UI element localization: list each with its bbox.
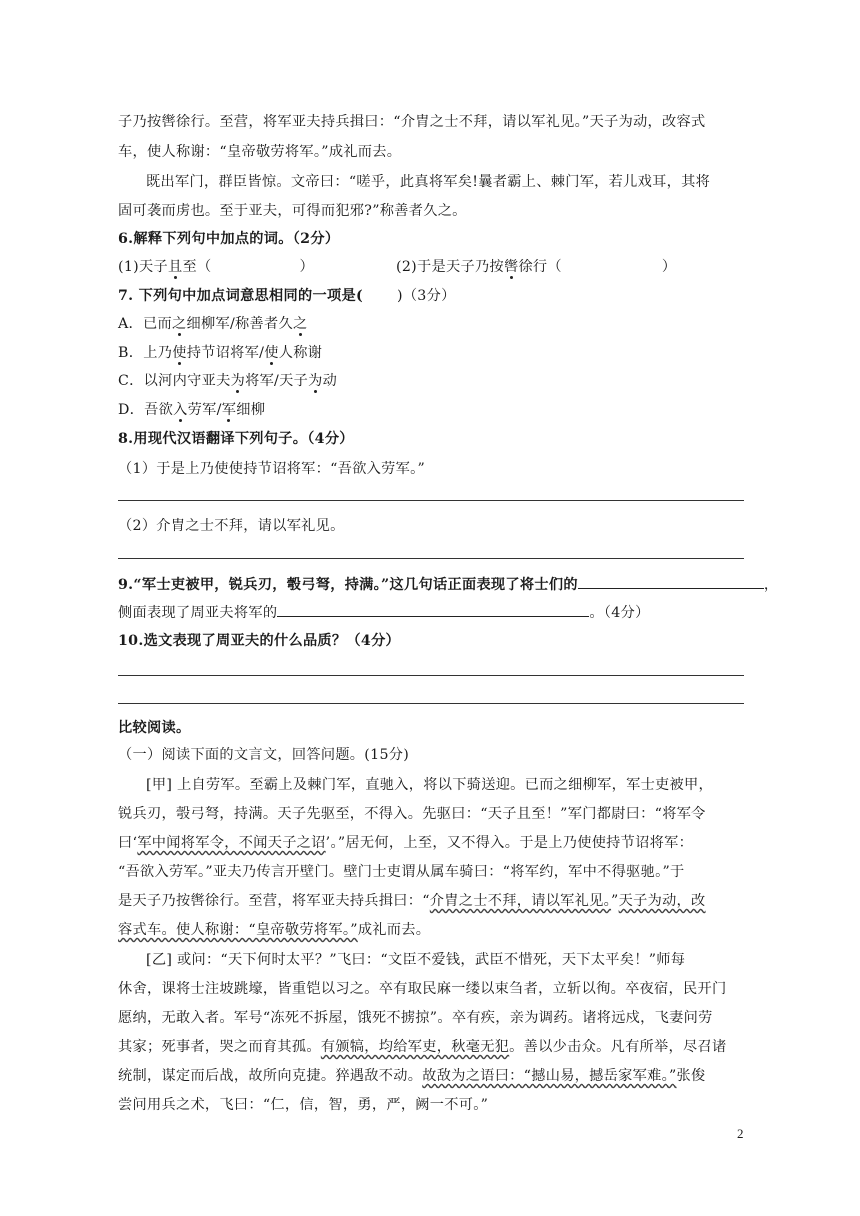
question-7-stem: 7. 下列句中加点词意思相同的一项是( )（3分） [118,288,456,304]
answer-line[interactable] [118,703,744,704]
question-9-line-1: 9.“军士吏被甲，锐兵刃，彀弓弩，持满。”这几句话正面表现了将士们的 ， [118,574,778,595]
underlined-sentence: 有颁犒，均给军吏，秋毫无犯 [320,1039,510,1055]
question-6-item-1: (1)天子且至（ ） [118,259,314,275]
passage-line: 子乃按辔徐行。至营，将军亚夫持兵揖曰：“介胄之士不拜，请以军礼见。”天子为动，改容式 [118,114,706,130]
underlined-sentence: 军中闻将军令，不闻天子之诏 [137,835,326,851]
question-8-stem: 8.用现代汉语翻译下列句子。（4分） [118,431,354,447]
question-9-line-2: 侧面表现了周亚夫将军的 。（4分） [118,602,650,623]
section-subheading: （一）阅读下面的文言文，回答问题。(15分) [118,747,410,763]
dotted-word: 且 [167,259,183,275]
passage-yi-line: [乙] 或问：“天下何时太平？”飞曰：“文臣不爱钱，武臣不惜死，天下太平矣！”师每 [146,952,686,968]
question-6-item-2: (2)于是天子乃按辔徐行（ ） [396,259,677,275]
underlined-sentence: 故敌为之语曰：“撼山易，撼岳家军难。” [422,1068,677,1084]
answer-blank[interactable] [277,602,589,617]
answer-line[interactable] [118,500,744,501]
passage-jia-line: 曰‘军中闻将军令，不闻天子之诏’。”居无何，上至，又不得入。于是上乃使使持节诏将军： [118,835,694,851]
passage-jia-line: [甲] 上自劳军。至霸上及棘门军，直驰入，将以下骑送迎。已而之细柳军，军士吏被甲， [146,777,714,793]
option-b: B．上乃使持节诏将军/使人称谢 [118,345,323,361]
question-10-stem: 10.选文表现了周亚夫的什么品质？（4分） [118,633,401,649]
passage-yi-line: 其家；死事者，哭之而育其孤。有颁犒，均给军吏，秋毫无犯。善以少击众。凡有所举，尽召诸 [118,1039,727,1055]
question-8-sentence-2: （2）介胄之士不拜，请以军礼见。 [118,518,345,534]
passage-yi-line: 尝问用兵之术，飞曰：“仁，信，智，勇，严，阙一不可。” [118,1097,489,1113]
passage-yi-line: 统制，谋定而后战，故所向克捷。猝遇敌不动。故敌为之语曰：“撼山易，撼岳家军难。”张俊 [118,1068,706,1084]
passage-line: 车，使人称谢：“皇帝敬劳将军。”成礼而去。 [118,144,402,160]
passage-yi-line: 休舍，课将士注坡跳壕，皆重铠以习之。卒有取民麻一缕以束刍者，立斩以徇。卒夜宿，民开门 [118,981,727,997]
option-c: C．以河内守亚夫为将军/天子为动 [118,373,338,389]
section-heading: 比较阅读。 [118,720,191,736]
underlined-sentence: 容式车。使人称谢：“皇帝敬劳将军。” [118,922,358,938]
option-d: D．吾欲入劳军/军细柳 [118,402,266,418]
underlined-sentence: 天子为动，改 [618,893,706,909]
passage-line: 既出军门，群臣皆惊。文帝曰：“嗟乎，此真将军矣!曩者霸上、棘门军，若儿戏耳，其将 [146,174,711,190]
underlined-sentence: 介胄之士不拜，请以军礼见。 [429,893,612,909]
answer-line[interactable] [118,675,744,676]
question-6-stem: 6.解释下列句中加点的词。（2分） [118,231,340,247]
passage-jia-line: 是天子乃按辔徐行。至营，将军亚夫持兵揖曰：“介胄之士不拜，请以军礼见。”天子为动，改 [118,893,706,909]
option-a: A．已而之细柳军/称善者久之 [118,316,308,332]
page-number: 2 [737,1126,744,1141]
answer-blank[interactable] [578,574,764,589]
dotted-word: 辔 [503,259,519,275]
passage-line: 固可袭而虏也。至于亚夫，可得而犯邪?”称善者久之。 [118,203,467,219]
answer-line[interactable] [118,558,744,559]
question-8-sentence-1: （1）于是上乃使使持节诏将军：“吾欲入劳军。” [118,461,426,477]
passage-yi-line: 愿纳，无敢入者。军号“冻死不拆屋，饿死不掳掠”。卒有疾，亲为调药。诸将远戍，飞妻问劳 [118,1010,713,1026]
passage-jia-line: 容式车。使人称谢：“皇帝敬劳将军。”成礼而去。 [118,922,431,938]
passage-jia-line: 锐兵刃，彀弓弩，持满。天子先驱至，不得入。先驱曰：“天子且至！”军门都尉曰：“将军令 [118,806,706,822]
passage-jia-line: “吾欲入劳军。”亚夫乃传言开壁门。壁门士吏谓从属车骑曰：“将军约，军中不得驱驰。”于 [118,864,685,880]
